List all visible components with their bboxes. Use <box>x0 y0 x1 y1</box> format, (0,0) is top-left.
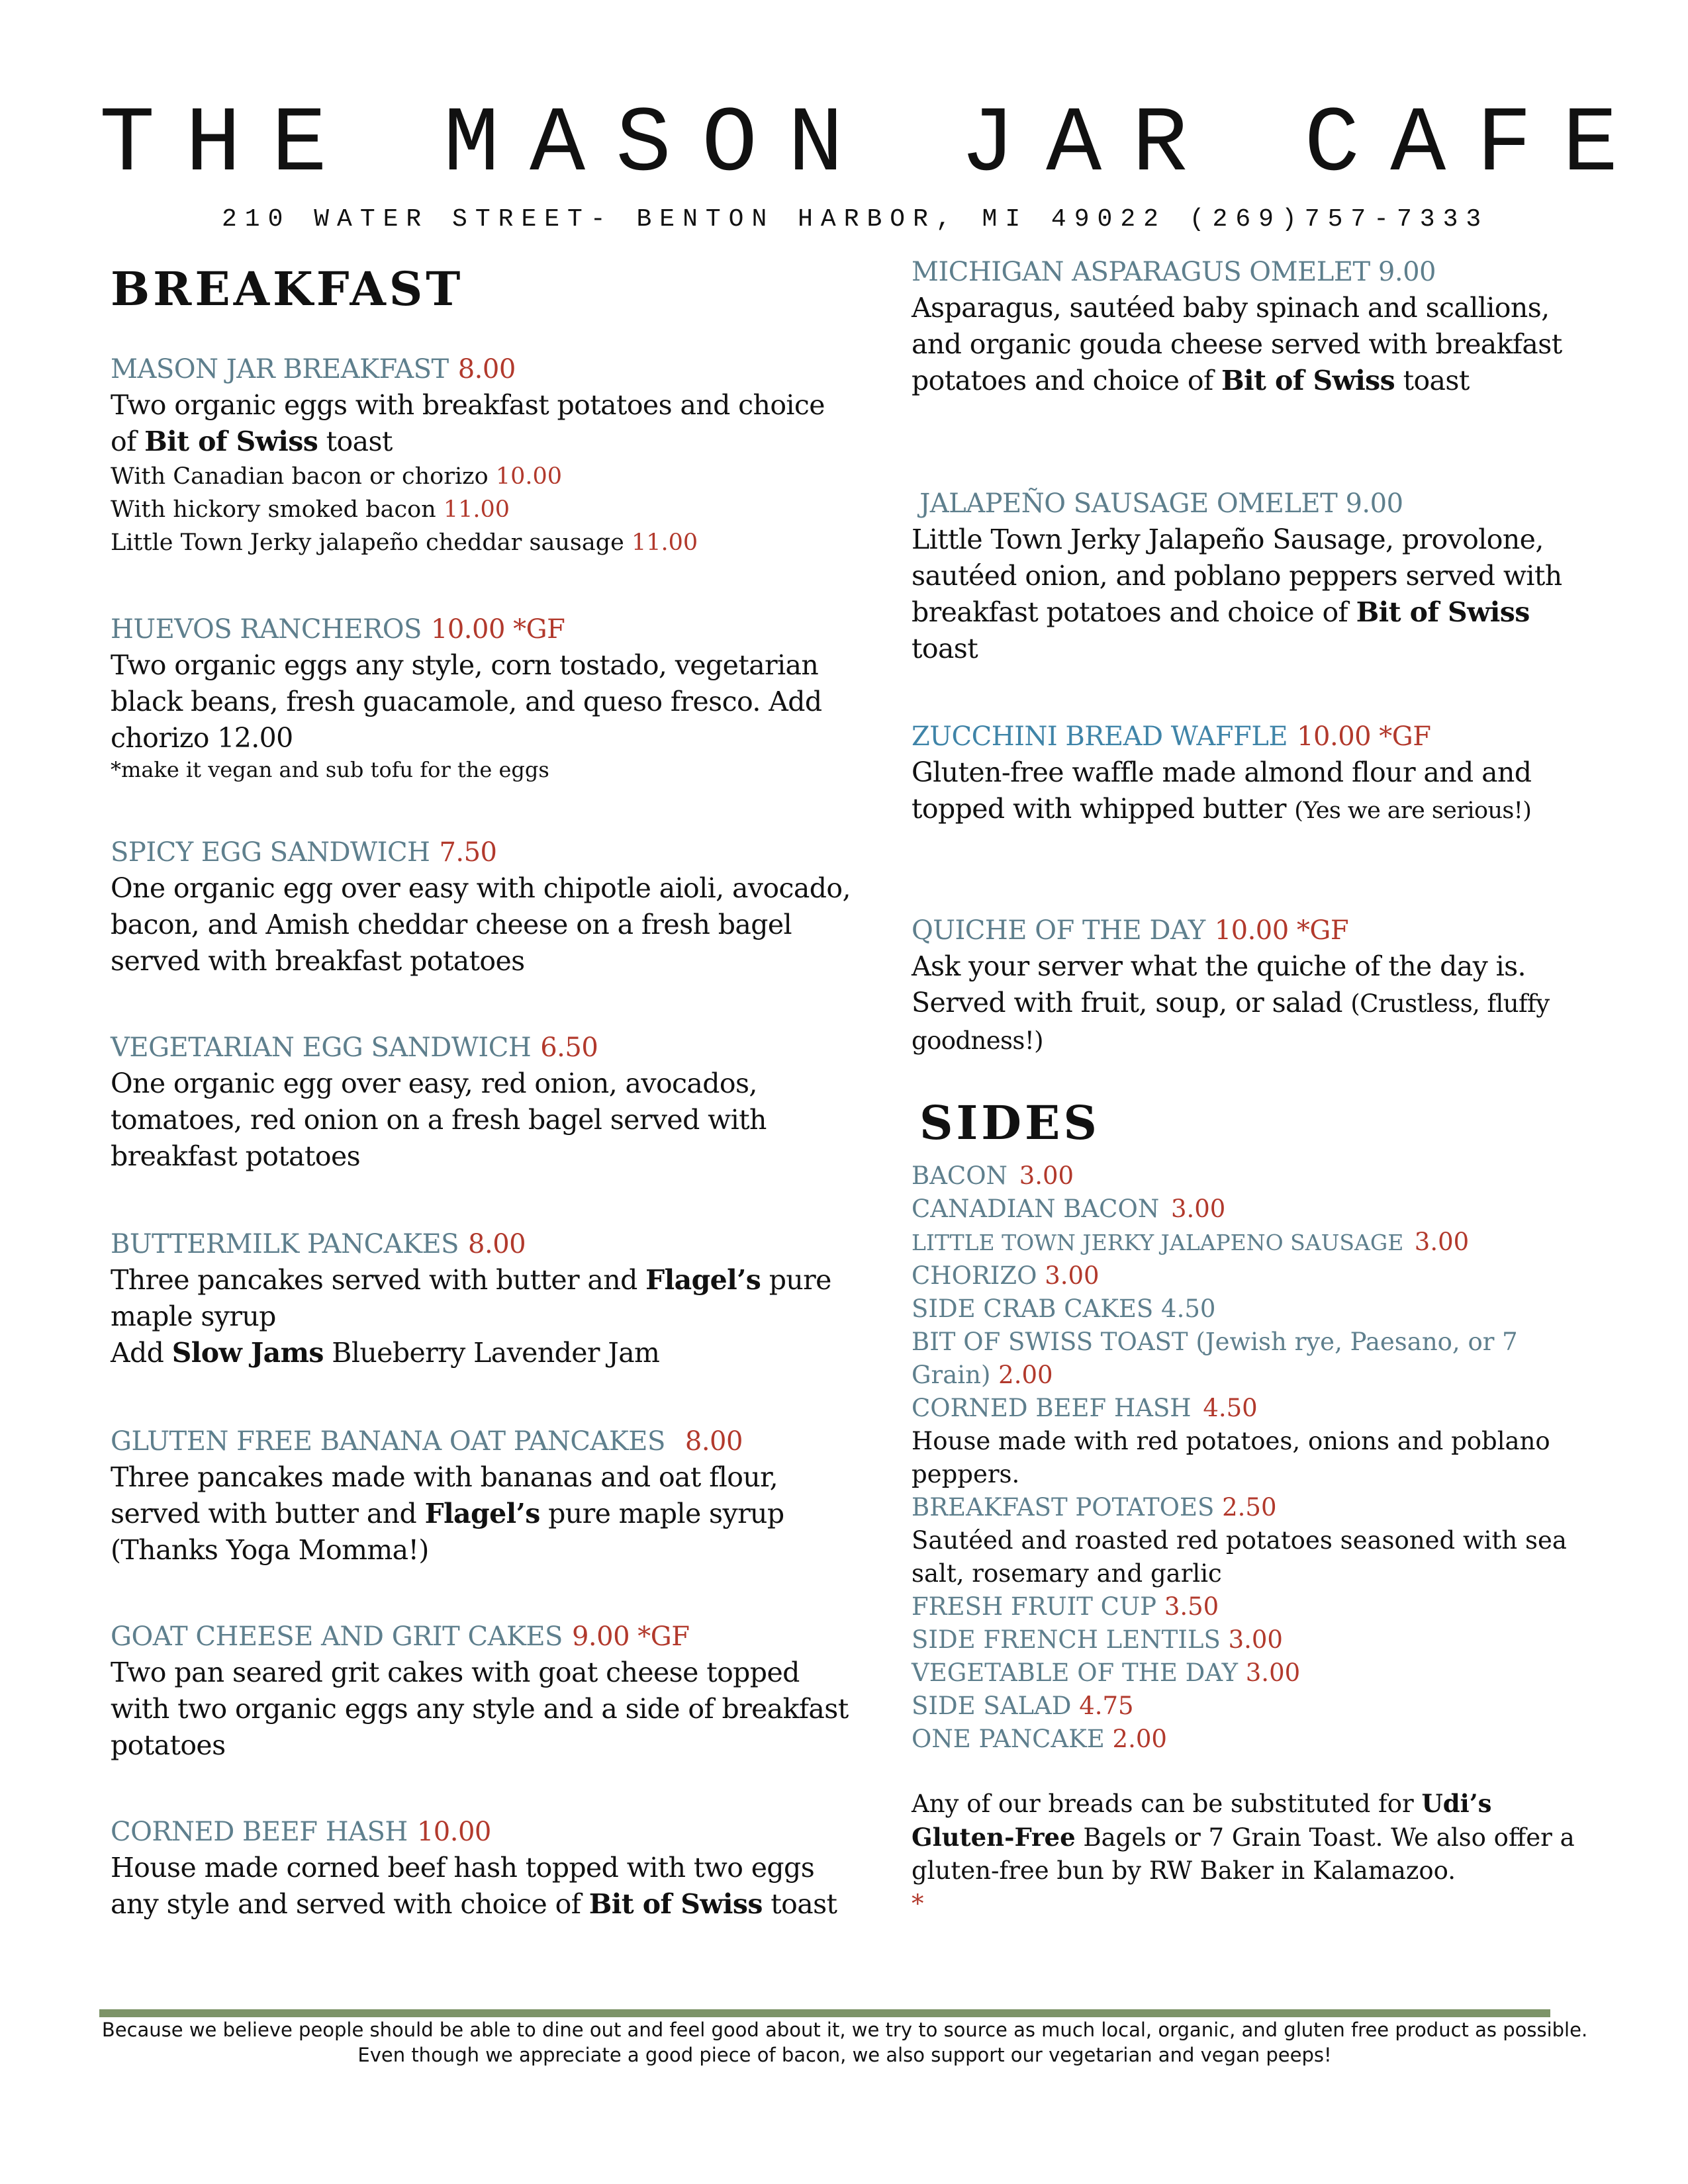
menu-item-corned-beef-hash <box>111 1817 852 1923</box>
menu-item-buttermilk-pancakes <box>111 1229 852 1371</box>
side-item: CORNED BEEF HASH 4.50 <box>912 1394 1258 1422</box>
menu-item-vegetarian-egg-sandwich <box>111 1032 852 1175</box>
item-name: GLUTEN FREE BANANA OAT PANCAKES <box>111 1426 665 1457</box>
side-item: CHORIZO 3.00 <box>912 1261 1100 1290</box>
item-description: Two organic eggs with breakfast potatoes and choice of Bit of Swiss toast <box>111 389 825 457</box>
side-item: CANADIAN BACON 3.00 <box>912 1195 1226 1223</box>
gluten-free-bread-note: Any of our breads can be substituted for Udi’s Gluten-Free Bagels or 7 Grain Toast. We also offer a gluten-free bun by RW Baker in Kalamazoo. * <box>912 1787 1587 1921</box>
cafe-title: THE MASON JAR CAFE <box>99 93 1649 198</box>
menu-item-goat-cheese-grit-cakes <box>111 1621 852 1764</box>
menu-item-zucchini-bread-waffle <box>912 721 1587 829</box>
menu-item-gluten-free-banana-oat-pancakes <box>111 1426 852 1569</box>
item-name: ZUCCHINI BREAD WAFFLE <box>912 721 1288 752</box>
item-option: Little Town Jerky jalapeño cheddar sausage 11.00 <box>111 529 698 556</box>
side-item: LITTLE TOWN JERKY JALAPENO SAUSAGE 3.00 <box>912 1228 1470 1256</box>
breakfast-heading: BREAKFAST <box>111 261 464 316</box>
side-item: BIT OF SWISS TOAST (Jewish rye, Paesano, or 7 Grain) 2.00 <box>912 1328 1518 1389</box>
side-item: SIDE SALAD 4.75 <box>912 1692 1134 1720</box>
item-name: BUTTERMILK PANCAKES <box>111 1229 459 1259</box>
item-description: Three pancakes served with butter and Flagel’s pure maple syrup <box>111 1264 831 1332</box>
cafe-address: 210 WATER STREET- BENTON HARBOR, MI 49022 (269)757-7333 <box>222 205 1489 234</box>
side-item: SIDE CRAB CAKES 4.50 <box>912 1295 1216 1323</box>
item-price: 8.00 <box>684 1426 743 1457</box>
item-name: HUEVOS RANCHEROS <box>111 614 422 645</box>
item-name: JALAPEÑO SAUSAGE OMELET 9.00 <box>912 488 1403 519</box>
item-description: Little Town Jerky Jalapeño Sausage, provolone, sautéed onion, and poblano peppers served with breakfast potatoes and choice of Bit of Swiss toast <box>912 523 1562 664</box>
item-description: One organic egg over easy, red onion, avocados, tomatoes, red onion on a fresh bagel served with breakfast potatoes <box>111 1068 767 1172</box>
side-item: BREAKFAST POTATOES 2.50 <box>912 1493 1277 1522</box>
item-name: CORNED BEEF HASH <box>111 1817 408 1847</box>
item-description: Ask your server what the quiche of the day is. Served with fruit, soup, or salad (Crustless, fluffy goodness!) <box>912 950 1550 1055</box>
side-item: SIDE FRENCH LENTILS 3.00 <box>912 1625 1283 1654</box>
item-price: 7.50 <box>439 837 497 868</box>
side-item: ONE PANCAKE 2.00 <box>912 1725 1167 1753</box>
menu-item-spicy-egg-sandwich <box>111 837 852 979</box>
side-description: House made with red potatoes, onions and poblano peppers. <box>912 1427 1550 1488</box>
item-description: House made corned beef hash topped with two eggs any style and served with choice of Bit of Swiss toast <box>111 1852 837 1920</box>
item-price: 10.00 *GF <box>1214 915 1349 946</box>
asterisk-mark: * <box>912 1889 924 1918</box>
item-price: 10.00 *GF <box>430 614 565 645</box>
item-description: Three pancakes made with bananas and oat flour, served with butter and Flagel’s pure maple syrup (Thanks Yoga Momma!) <box>111 1461 784 1566</box>
side-item: BACON 3.00 <box>912 1161 1074 1190</box>
item-description: Two organic eggs any style, corn tostado, vegetarian black beans, fresh guacamole, and queso fresco. Add chorizo 12.00 <box>111 649 822 754</box>
item-name: MICHIGAN ASPARAGUS OMELET 9.00 <box>912 257 1436 287</box>
menu-item-asparagus-omelet <box>912 257 1587 399</box>
item-name: SPICY EGG SANDWICH <box>111 837 430 868</box>
sides-heading: SIDES <box>919 1095 1100 1150</box>
menu-item-quiche-of-the-day <box>912 915 1587 1059</box>
menu-item-huevos-rancheros <box>111 614 852 783</box>
side-description: Sautéed and roasted red potatoes seasoned with sea salt, rosemary and garlic <box>912 1526 1567 1588</box>
item-description: Asparagus, sautéed baby spinach and scallions, and organic gouda cheese served with breakfast potatoes and choice of Bit of Swiss toast <box>912 292 1562 396</box>
item-name: MASON JAR BREAKFAST <box>111 354 449 385</box>
item-price: 8.00 <box>468 1229 526 1259</box>
side-item: VEGETABLE OF THE DAY 3.00 <box>912 1659 1301 1687</box>
item-description: One organic egg over easy with chipotle aioli, avocado, bacon, and Amish cheddar cheese on a fresh bagel served with breakfast potatoes <box>111 872 851 977</box>
item-price: 6.50 <box>540 1032 598 1063</box>
side-item: FRESH FRUIT CUP 3.50 <box>912 1592 1219 1621</box>
item-description: Gluten-free waffle made almond flour and and topped with whipped butter (Yes we are serious!) <box>912 756 1532 825</box>
sides-list <box>912 1160 1587 1756</box>
footer-statement: Because we believe people should be able to dine out and feel good about it, we try to source as much local, organic, and gluten free product as possible. Even though we appreciate a good piece of bacon, we also support our vegetarian and vegan peeps! <box>101 2019 1588 2066</box>
item-note: *make it vegan and sub tofu for the eggs <box>111 757 549 782</box>
footer-divider <box>99 2009 1550 2017</box>
item-price: 9.00 *GF <box>571 1621 690 1652</box>
menu-item-jalapeno-sausage-omelet <box>912 488 1587 667</box>
item-option: With hickory smoked bacon 11.00 <box>111 496 510 523</box>
menu-item-mason-jar-breakfast <box>111 354 852 559</box>
item-price: 8.00 <box>457 354 516 385</box>
item-description: Two pan seared grit cakes with goat cheese topped with two organic eggs any style and a side of breakfast potatoes <box>111 1657 849 1761</box>
item-price: 10.00 *GF <box>1297 721 1431 752</box>
item-name: QUICHE OF THE DAY <box>912 915 1205 946</box>
item-addon: Add Slow Jams Blueberry Lavender Jam <box>111 1337 660 1369</box>
item-option: With Canadian bacon or chorizo 10.00 <box>111 463 563 490</box>
item-name: GOAT CHEESE AND GRIT CAKES <box>111 1621 563 1652</box>
item-name: VEGETARIAN EGG SANDWICH <box>111 1032 532 1063</box>
item-price: 10.00 <box>416 1817 491 1847</box>
